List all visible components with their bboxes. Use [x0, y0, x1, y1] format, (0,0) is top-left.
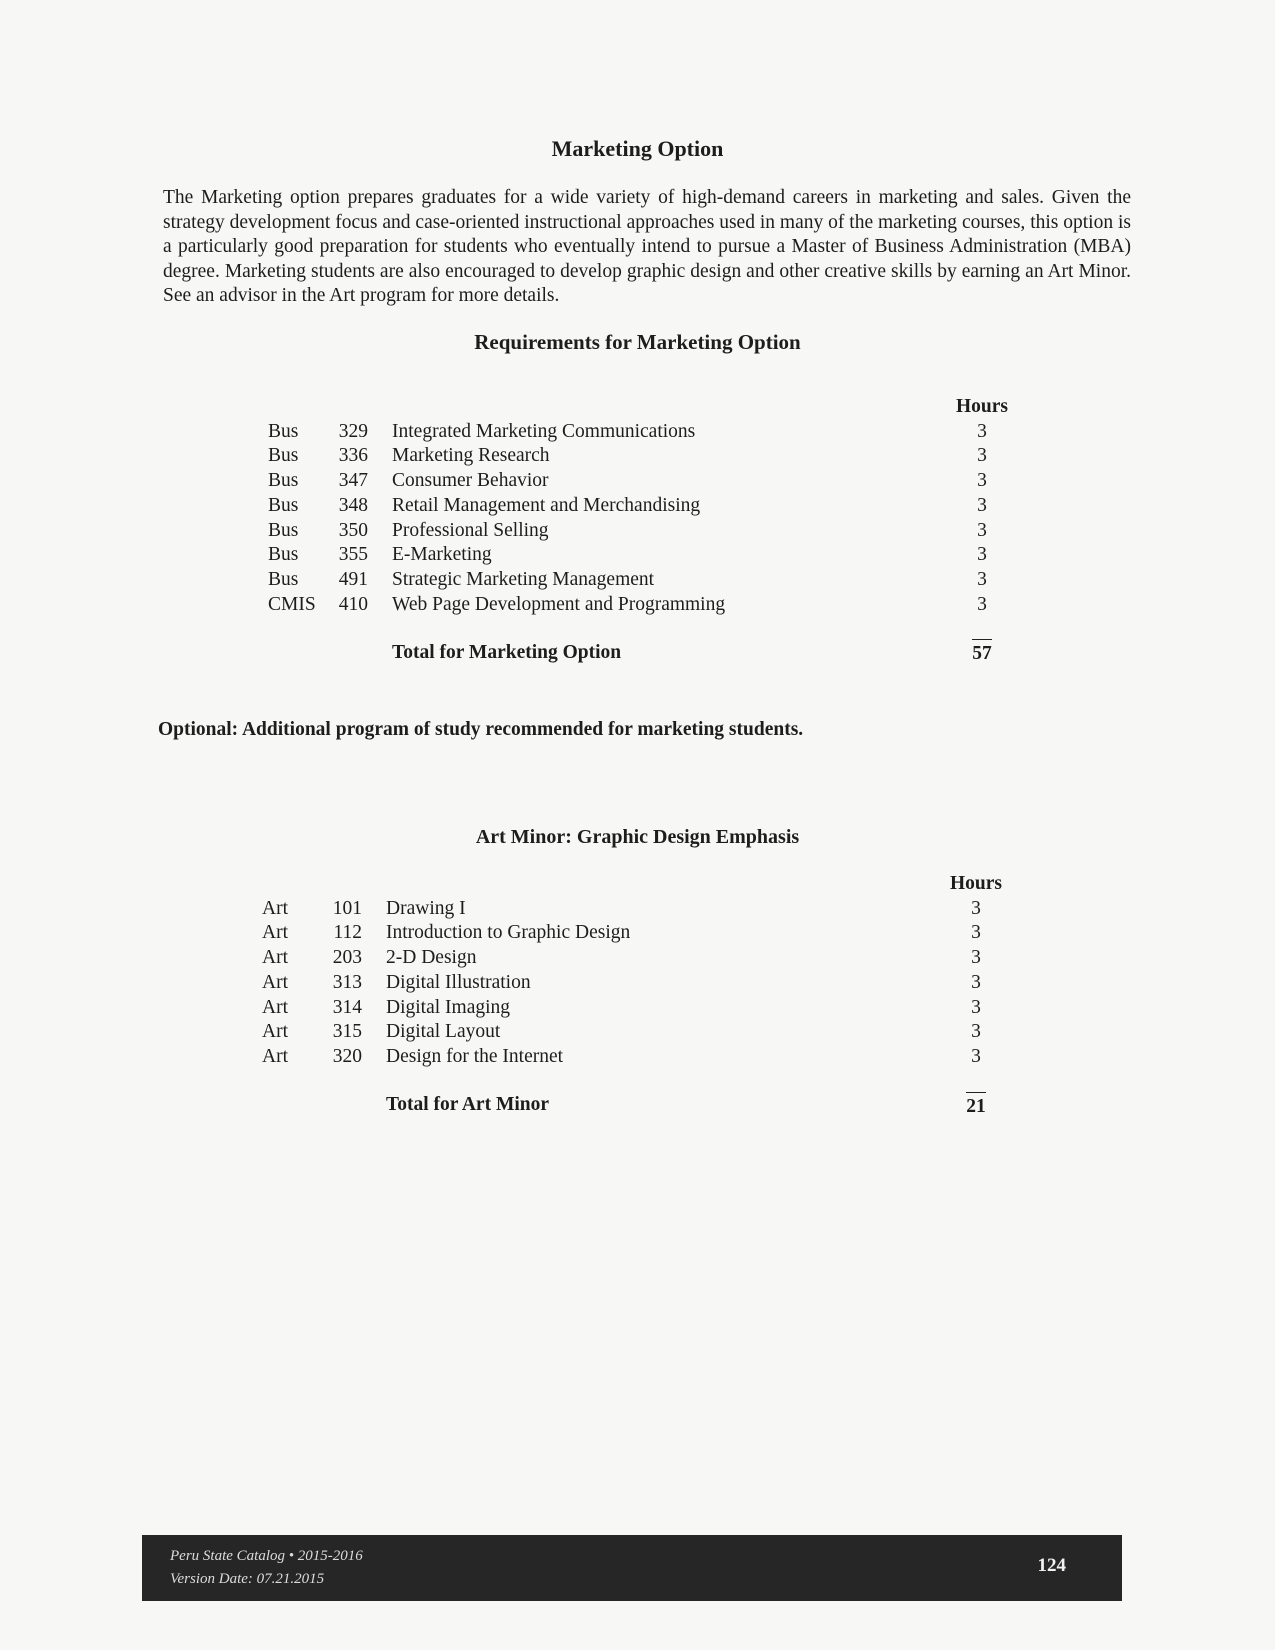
course-hours: 3 [971, 1045, 981, 1067]
course-title: Consumer Behavior [392, 470, 549, 492]
course-hours: 3 [971, 897, 981, 919]
total-row [262, 1070, 1006, 1120]
course-dept: Bus [268, 445, 299, 467]
course-dept: Bus [268, 544, 299, 566]
table-row [262, 971, 1006, 996]
table-header-row [262, 872, 1006, 897]
page-footer [142, 1535, 1122, 1601]
course-number: 347 [338, 470, 368, 492]
course-dept: Bus [268, 470, 299, 492]
total-label: Total for Marketing Option [392, 641, 622, 663]
course-number: 350 [338, 519, 368, 541]
table-row [268, 568, 1012, 593]
course-hours: 3 [971, 996, 981, 1018]
table-row [262, 921, 1006, 946]
sum-rule [972, 639, 992, 640]
course-number: 348 [338, 494, 368, 516]
total-hours-cell [952, 617, 1012, 667]
total-label: Total for Art Minor [386, 1094, 550, 1116]
course-title: Marketing Research [392, 445, 550, 467]
table-row [262, 897, 1006, 922]
table-row [268, 469, 1012, 494]
course-hours: 3 [977, 470, 987, 492]
course-number: 410 [338, 593, 368, 615]
course-dept: CMIS [268, 593, 316, 615]
table-row [262, 996, 1006, 1021]
course-hours: 3 [971, 1021, 981, 1043]
table-row [268, 519, 1012, 544]
course-number: 329 [338, 420, 368, 442]
course-hours: 3 [977, 593, 987, 615]
course-hours: 3 [971, 947, 981, 969]
course-dept: Art [262, 1045, 288, 1067]
table-row [268, 420, 1012, 445]
catalog-name: Peru State Catalog • 2015-2016 [170, 1548, 363, 1564]
course-dept: Bus [268, 420, 299, 442]
course-number: 491 [338, 568, 368, 590]
course-dept: Art [262, 897, 288, 919]
marketing-courses-table [268, 395, 1012, 667]
course-number: 313 [332, 971, 362, 993]
art-minor-courses-table [262, 872, 1006, 1119]
course-title: Design for the Internet [386, 1045, 564, 1067]
course-hours: 3 [977, 445, 987, 467]
course-dept: Art [262, 996, 288, 1018]
course-number: 101 [332, 897, 362, 919]
table-row [268, 543, 1012, 568]
course-title: Professional Selling [392, 519, 549, 541]
table-row [268, 494, 1012, 519]
total-hours: 21 [966, 1095, 986, 1117]
marketing-option-heading: Marketing Option [551, 136, 724, 161]
course-title: Digital Imaging [386, 996, 511, 1018]
course-title: Digital Layout [386, 1021, 501, 1043]
course-title: Strategic Marketing Management [392, 568, 655, 590]
hours-column-header: Hours [949, 873, 1002, 894]
table-row [268, 444, 1012, 469]
course-title: Introduction to Graphic Design [386, 922, 631, 944]
course-title: 2-D Design [386, 947, 477, 969]
course-title: Retail Management and Merchandising [392, 494, 701, 516]
marketing-option-description: The Marketing option prepares graduates for a wide variety of high-demand careers in marketing and sales. Given the strategy development focus and case-oriented instructional approaches used in many of the marketing courses, this option is a particularly good preparation for students who eventually intend to pursue a Master of Business Administration (MBA) degree. Marketing students are also encouraged to develop graphic design and other creative skills by earning an Art Minor. See an advisor in the Art program for more details. [163, 187, 1131, 306]
table-header-row [268, 395, 1012, 420]
course-hours: 3 [971, 922, 981, 944]
course-hours: 3 [977, 544, 987, 566]
course-number: 336 [338, 445, 368, 467]
course-hours: 3 [971, 971, 981, 993]
course-dept: Bus [268, 494, 299, 516]
sum-rule [966, 1092, 986, 1093]
course-title: Digital Illustration [386, 971, 531, 993]
course-title: Integrated Marketing Communications [392, 420, 696, 442]
hours-column-header: Hours [955, 396, 1008, 417]
course-dept: Bus [268, 519, 299, 541]
course-number: 314 [332, 996, 362, 1018]
art-minor-heading: Art Minor: Graphic Design Emphasis [475, 826, 800, 848]
course-number: 320 [332, 1045, 362, 1067]
course-hours: 3 [977, 494, 987, 516]
course-hours: 3 [977, 568, 987, 590]
course-title: Web Page Development and Programming [392, 593, 726, 615]
course-number: 112 [333, 922, 362, 944]
marketing-requirements-heading: Requirements for Marketing Option [474, 330, 801, 354]
course-dept: Art [262, 947, 288, 969]
course-hours: 3 [977, 420, 987, 442]
optional-program-note: Optional: Additional program of study recommended for marketing students. [158, 719, 804, 740]
course-dept: Bus [268, 568, 299, 590]
course-title: E-Marketing [392, 544, 492, 566]
table-row [262, 1045, 1006, 1070]
total-row [268, 617, 1012, 667]
total-hours: 57 [972, 643, 992, 665]
course-title: Drawing I [386, 897, 466, 919]
course-hours: 3 [977, 519, 987, 541]
course-dept: Art [262, 971, 288, 993]
course-number: 355 [338, 544, 368, 566]
page-number: 124 [1037, 1555, 1066, 1576]
total-hours-cell [946, 1070, 1006, 1120]
course-dept: Art [262, 922, 288, 944]
course-number: 315 [332, 1021, 362, 1043]
course-number: 203 [332, 947, 362, 969]
version-date: Version Date: 07.21.2015 [170, 1571, 325, 1587]
table-row [262, 946, 1006, 971]
table-row [268, 593, 1012, 618]
course-dept: Art [262, 1021, 288, 1043]
table-row [262, 1020, 1006, 1045]
